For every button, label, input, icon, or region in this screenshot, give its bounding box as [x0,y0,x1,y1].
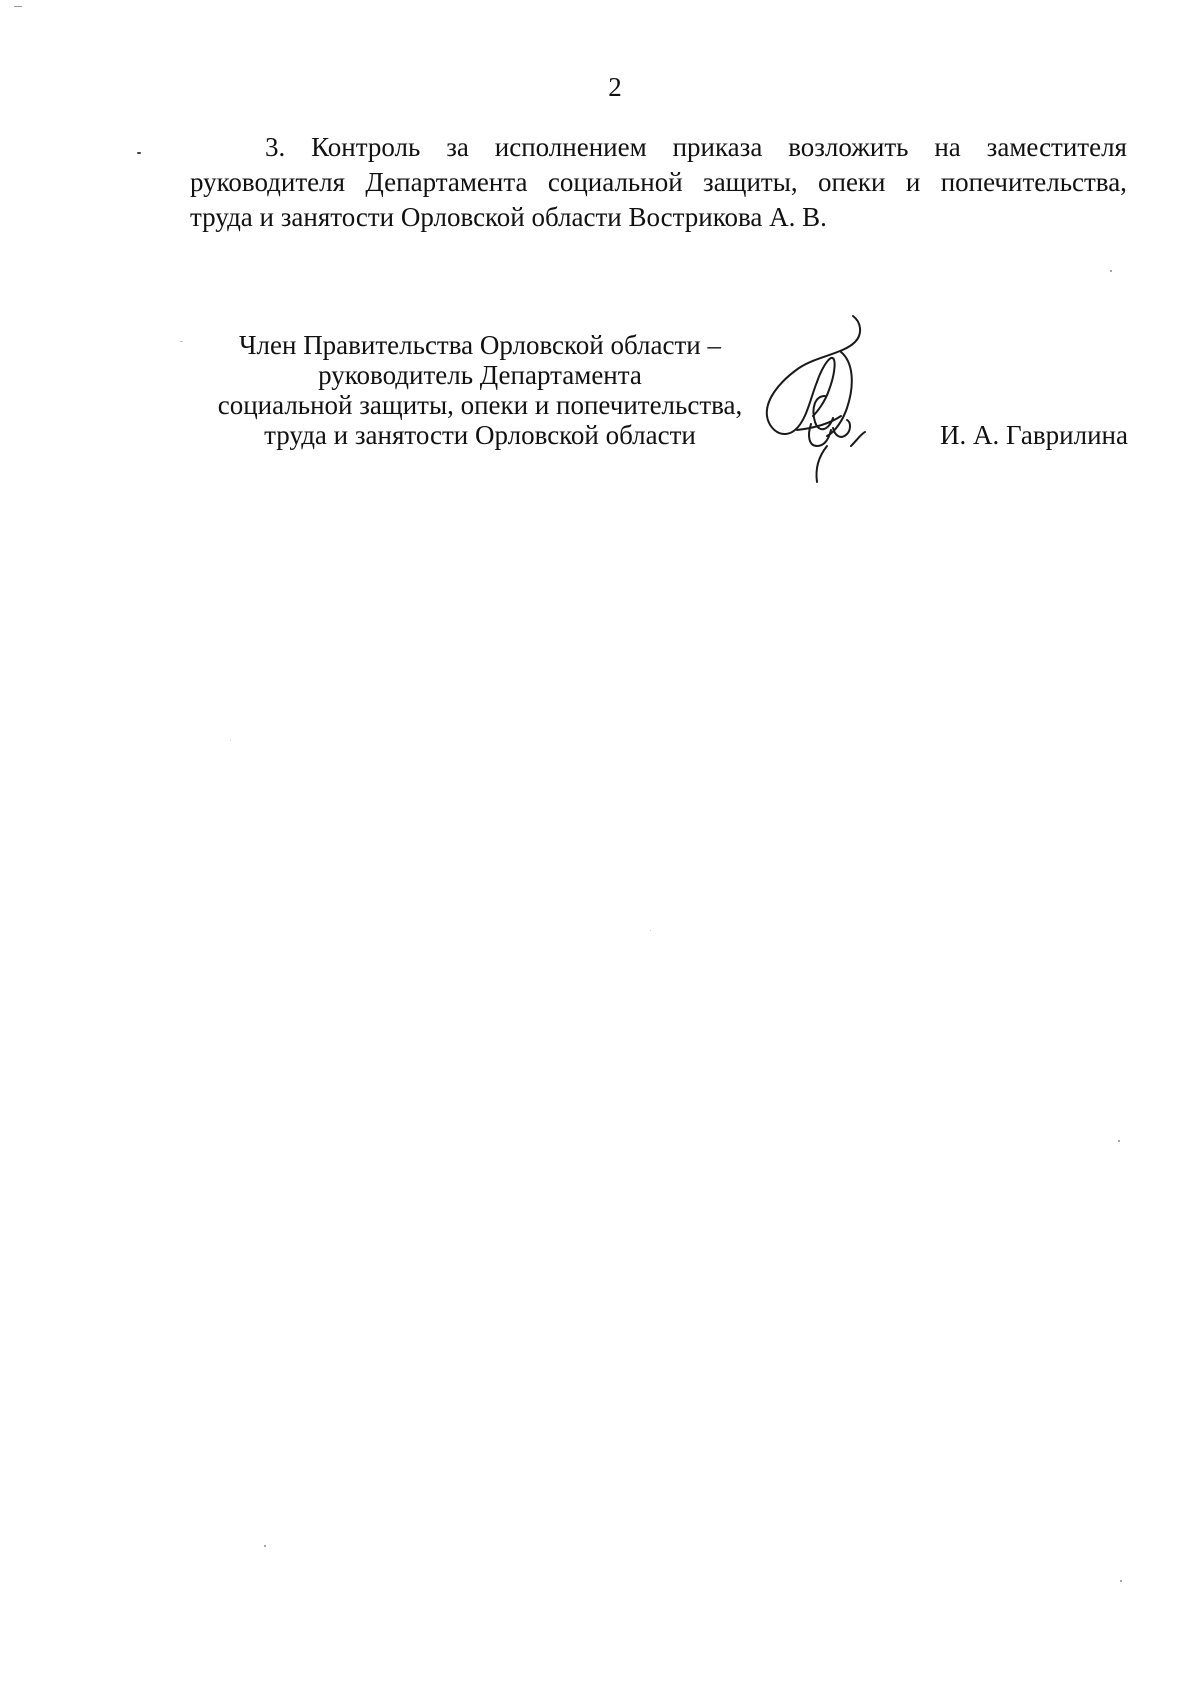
paragraph-word: попечительства, [940,167,1127,197]
paragraph-word: приказа [672,132,763,162]
handwritten-signature [755,312,905,487]
paragraph-line-2 [190,165,1127,200]
paragraph-word: защиты, [703,167,798,197]
paragraph-word: Контроль [311,132,421,162]
scan-speck [137,152,141,154]
page-number: 2 [608,72,622,102]
scan-speck [1110,270,1112,272]
scan-speck [180,341,183,342]
scan-speck [14,6,22,7]
signatory-line-2: руководитель Департамента [318,360,642,390]
scan-speck [230,740,231,741]
paragraph-word: социальной [547,167,683,197]
paragraph-word: руководителя [190,167,346,197]
signatory-title [195,330,765,450]
signatory-line-1: Член Правительства Орловской области – [238,330,721,360]
paragraph-word: 3. [265,132,286,162]
scan-speck [264,1545,266,1547]
paragraph-line-1 [190,130,1127,165]
paragraph-word: Департамента [365,167,528,197]
signatory-line-3: социальной защиты, опеки и попечительства, [217,390,743,420]
paragraph-word: за [446,132,469,162]
signer-name: И. А. Гаврилина [940,420,1128,450]
control-paragraph [190,130,1127,235]
paragraph-word: заместителя [986,132,1127,162]
scan-speck [1120,1580,1122,1582]
paragraph-line-3: труда и занятости Орловской области Вострикова А. В. [190,202,827,232]
paragraph-word: исполнением [494,132,647,162]
paragraph-word: опеки [818,167,886,197]
paragraph-word: на [934,132,961,162]
paragraph-word: возложить [788,132,909,162]
paragraph-word: и [905,167,921,197]
scan-speck [650,930,651,931]
signatory-line-4: труда и занятости Орловской области [264,420,696,450]
scan-speck [1118,1140,1120,1142]
